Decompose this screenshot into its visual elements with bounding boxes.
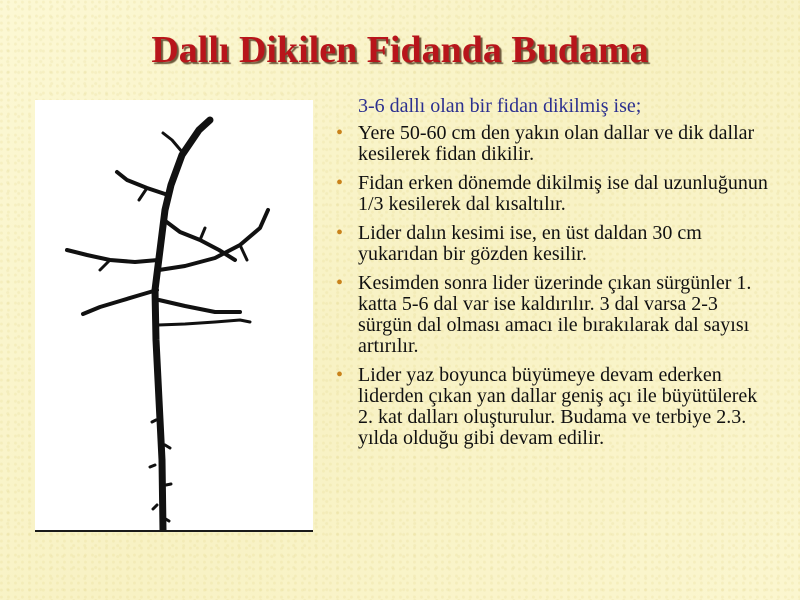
list-item bbox=[332, 365, 772, 449]
bullet-dot-icon: • bbox=[336, 122, 344, 144]
bullet-dot-icon: • bbox=[336, 364, 344, 386]
list-item bbox=[332, 173, 772, 215]
bullet-text: Fidan erken dönemde dikilmiş ise dal uzunluğunun 1/3 kesilerek dal kısaltılır. bbox=[358, 172, 768, 215]
bullet-dot-icon: • bbox=[336, 172, 344, 194]
sapling-drawing-icon bbox=[35, 100, 313, 530]
bullet-text: Yere 50-60 cm den yakın olan dallar ve dik dallar kesilerek fidan dikilir. bbox=[358, 122, 755, 165]
figure-baseline bbox=[35, 530, 313, 532]
list-item bbox=[332, 123, 772, 165]
list-item bbox=[332, 273, 772, 357]
bullet-text: Lider dalın kesimi ise, en üst daldan 30 cm yukarıdan bir gözden kesilir. bbox=[358, 222, 702, 265]
slide-title: Dallı Dikilen Fidanda Budama bbox=[151, 29, 649, 71]
slide-content bbox=[332, 96, 772, 457]
bullet-text: Lider yaz boyunca büyümeye devam ederken liderden çıkan yan dallar geniş açı ile büyütülerek 2. kat dalları oluşturulur. Budama ve terbiye 2.3. yılda olduğu gibi devam edilir. bbox=[358, 364, 758, 449]
bullet-list bbox=[332, 123, 772, 449]
bullet-dot-icon: • bbox=[336, 272, 344, 294]
bullet-text: Kesimden sonra lider üzerinde çıkan sürgünler 1. katta 5-6 dal var ise kaldırılır. 3 dal varsa 2-3 sürgün dal olması amacı ile bırakılarak dal sayısı artırılır. bbox=[358, 272, 752, 357]
intro-text: 3-6 dallı olan bir fidan dikilmiş ise; bbox=[358, 95, 642, 117]
bullet-dot-icon: • bbox=[336, 222, 344, 244]
list-item bbox=[332, 223, 772, 265]
